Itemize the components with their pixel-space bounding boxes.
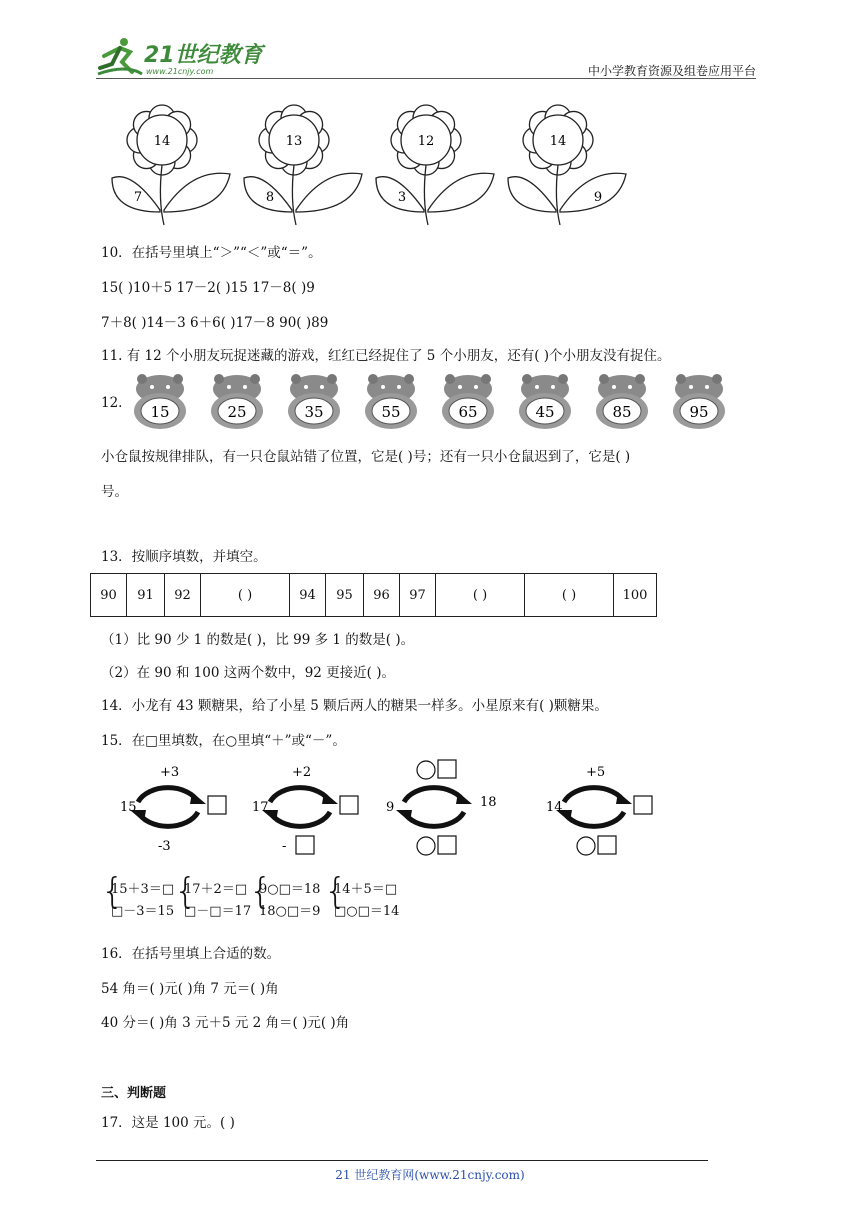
number-cell: 91 (127, 574, 165, 617)
cycle-left-number: 15 (120, 800, 137, 815)
number-cell: 96 (364, 574, 400, 617)
cycle-top-label: +2 (292, 765, 312, 780)
operator-circle (577, 837, 595, 855)
flower-center-number: 14 (153, 134, 171, 149)
header-divider (96, 78, 756, 79)
cycle-diagram (120, 765, 226, 854)
site-logo (96, 34, 266, 80)
header-platform-text: 中小学教育资源及组卷应用平台 (587, 64, 756, 78)
q12-line2: 号。 (101, 484, 128, 500)
q10-line1: 15( )10＋5 17－2( )15 17－8( )9 (101, 280, 315, 296)
footer-text: 21 世纪教育网(www.21cnjy.com) (335, 1168, 525, 1182)
q16-line2: 40 分＝( )角 3 元＋5 元 2 角＝( )元( )角 (101, 1015, 350, 1031)
hamster-icon (207, 371, 267, 431)
equation: 14＋5＝□ (334, 882, 398, 897)
number-cell: 97 (400, 574, 436, 617)
cycle-diagram (252, 765, 358, 854)
answer-box (438, 760, 456, 778)
flower-center-number: 13 (285, 134, 303, 149)
blank-cell: ( ) (525, 574, 614, 617)
q13-title: 13．按顺序填数，并填空。 (101, 549, 267, 565)
flowers-figure (100, 100, 640, 228)
cycle-bottom-label: -3 (158, 839, 171, 854)
section-title: 三、判断题 (101, 1086, 167, 1101)
cycle-diagram (386, 760, 497, 855)
q14-text: 14．小龙有 43 颗糖果，给了小星 5 颗后两人的糖果一样多。小星原来有( )颗糖果。 (101, 698, 608, 714)
cycle-left-number: 17 (252, 800, 269, 815)
blank-cell: ( ) (201, 574, 290, 617)
q17-text: 17．这是 100 元。( ) (101, 1115, 235, 1131)
answer-box (296, 836, 314, 854)
hamster-icon (515, 371, 575, 431)
cycle-top-label: +3 (160, 765, 180, 780)
answer-box (208, 796, 226, 814)
runner-logo-icon (96, 34, 266, 80)
logo-text: 21世纪教育 (144, 43, 263, 68)
equation: 15＋3＝□ (111, 882, 175, 897)
brace: { (174, 871, 197, 912)
flower (508, 105, 626, 225)
brace: { (249, 871, 272, 912)
answer-box (598, 836, 616, 854)
flower (376, 105, 494, 225)
hamster-number: 25 (227, 403, 247, 421)
blank-cell: ( ) (436, 574, 525, 617)
q10-line2: 7＋8( )14－3 6＋6( )17－8 90( )89 (101, 315, 329, 331)
number-cell: 95 (326, 574, 364, 617)
answer-box (438, 836, 456, 854)
hamster-number: 85 (612, 403, 632, 421)
svg-text:www.21cnjy.com: www.21cnjy.com (146, 67, 214, 76)
cycle-top-label: +5 (586, 765, 606, 780)
hamster-icon (361, 371, 421, 431)
cycle-left-number: 14 (546, 800, 563, 815)
cycle-diagrams (100, 756, 680, 866)
hamster-icon (592, 371, 652, 431)
cycle-bottom-label: - (282, 839, 287, 854)
flower-center-number: 12 (417, 134, 435, 149)
hamster-icon (438, 371, 498, 431)
equation: □－3＝15 (111, 904, 175, 919)
q10-title: 10．在括号里填上“＞”“＜”或“＝”。 (101, 245, 322, 261)
flower-left-number: 8 (265, 190, 275, 205)
hamster-number: 35 (304, 403, 324, 421)
number-cell: 92 (165, 574, 201, 617)
cycle-right-number: 18 (480, 795, 497, 810)
hamster-icon (284, 371, 344, 431)
hamster-icon (130, 371, 190, 431)
answer-box (340, 796, 358, 814)
flower-left-number: 3 (397, 190, 407, 205)
number-sequence-table (90, 573, 657, 617)
flower (244, 105, 362, 225)
q15-title: 15．在□里填数，在○里填“＋”或“－”。 (101, 733, 346, 749)
q13-sub1: （1）比 90 少 1 的数是( )，比 99 多 1 的数是( )。 (101, 632, 415, 648)
equation: 9○□＝18 (259, 882, 321, 897)
q11-text: 11. 有 12 个小朋友玩捉迷藏的游戏，红红已经捉住了 5 个小朋友，还有( )个小朋友没有捉住。 (101, 348, 671, 364)
answer-box (634, 796, 652, 814)
hamster-number: 45 (535, 403, 555, 421)
flower-right-number: 9 (593, 190, 603, 205)
q12-line1: 小仓鼠按规律排队，有一只仓鼠站错了位置，它是( )号；还有一只小仓鼠迟到了，它是( ) (101, 449, 631, 465)
hamster-number: 55 (381, 403, 401, 421)
hamster-number: 15 (150, 403, 170, 421)
cycle-diagram (546, 765, 652, 855)
flower (112, 105, 230, 225)
hamster-number: 95 (689, 403, 709, 421)
brace: { (324, 871, 347, 912)
flower-left-number: 7 (133, 190, 143, 205)
equation: □－□＝17 (184, 904, 252, 919)
q16-line1: 54 角＝( )元( )角 7 元＝( )角 (101, 981, 279, 997)
operator-circle (417, 761, 435, 779)
q12-label: 12. (101, 395, 123, 411)
q16-title: 16．在括号里填上合适的数。 (101, 946, 281, 962)
q13-sub2: （2）在 90 和 100 这两个数中，92 更接近( )。 (101, 665, 395, 681)
number-cell: 94 (290, 574, 326, 617)
equation: 18○□＝9 (259, 904, 321, 919)
brace: { (101, 871, 124, 912)
number-cell: 90 (91, 574, 127, 617)
hamster-number: 65 (458, 403, 478, 421)
number-cell: 100 (614, 574, 657, 617)
cycle-left-number: 9 (386, 800, 395, 815)
flower-center-number: 14 (549, 134, 567, 149)
equation: □○□＝14 (334, 904, 400, 919)
equation: 17＋2＝□ (184, 882, 248, 897)
operator-circle (417, 837, 435, 855)
footer-divider (96, 1160, 708, 1161)
hamster-icon (669, 371, 729, 431)
